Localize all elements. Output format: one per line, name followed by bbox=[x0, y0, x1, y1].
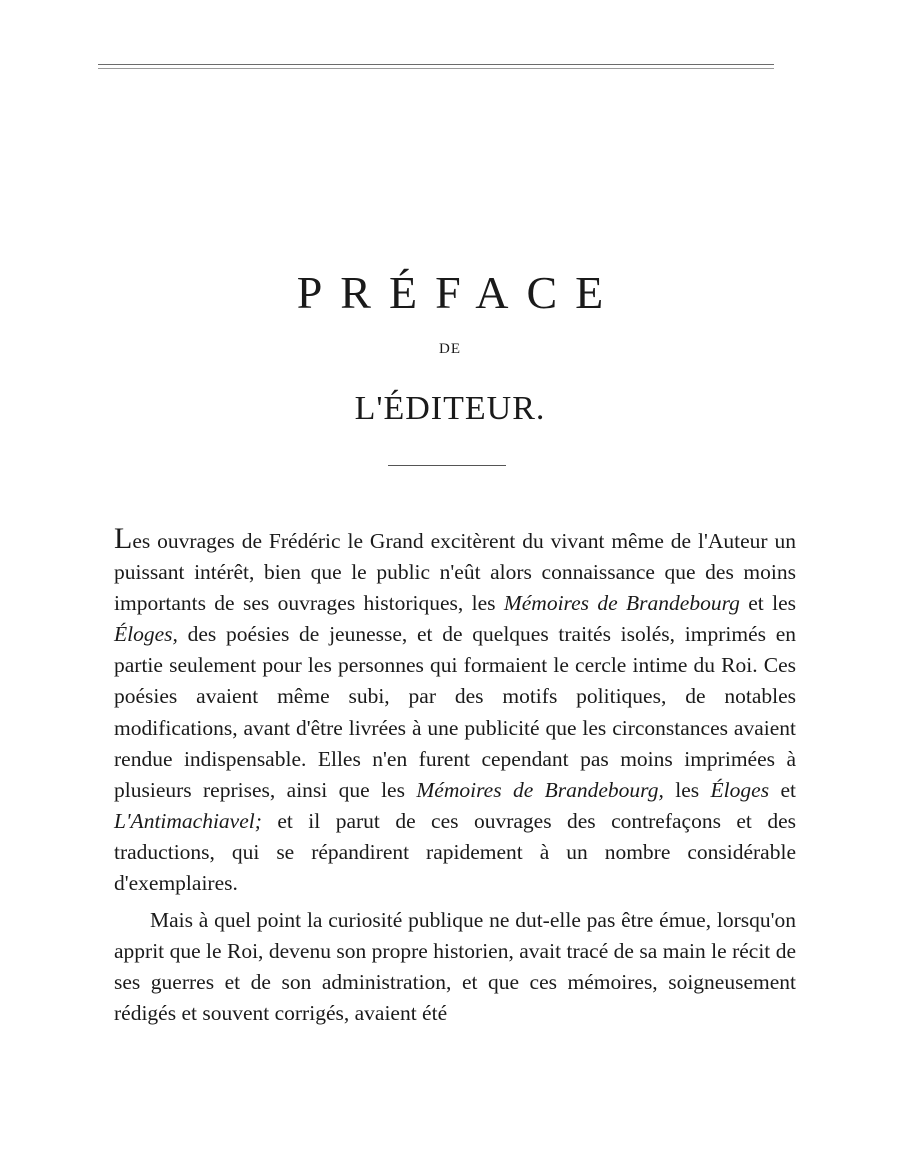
body-text bbox=[114, 522, 797, 1030]
paragraph-1-segment: et bbox=[769, 777, 796, 802]
italic-title-memoires: Mémoires de Brandebourg, bbox=[416, 777, 664, 802]
title-connector: DE bbox=[439, 341, 461, 357]
paragraph-1 bbox=[114, 522, 797, 899]
title-divider bbox=[388, 465, 506, 466]
italic-title-eloges: Éloges, bbox=[114, 622, 178, 647]
italic-title-memoires: Mémoires de Brandebourg bbox=[503, 591, 740, 616]
paragraph-1-segment: les bbox=[663, 777, 711, 802]
paragraph-1-segment: et les bbox=[739, 591, 797, 616]
italic-title-eloges: Éloges bbox=[710, 777, 770, 802]
page-subtitle: L'ÉDITEUR. bbox=[354, 390, 546, 427]
drop-cap: L bbox=[114, 522, 133, 555]
top-rule bbox=[98, 64, 774, 69]
paragraph-1-segment: es ouvrages de Frédéric le Grand excitèrent du vivant même de l'Auteur un puissant intérêt, bien que le public n'eût alors connaissance que des moins importants de ses ouvrages historiques, les bbox=[114, 529, 796, 616]
italic-title-antimachiavel: L'Antimachiavel; bbox=[114, 808, 262, 833]
paragraph-2: Mais à quel point la curiosité publique ne dut-elle pas être émue, lorsqu'on apprit que le Roi, devenu son propre historien, avait tracé de sa main le récit de ses guerres et de son administration, et que ces mémoires, soigneusement rédigés et souvent corrigés, avaient été bbox=[114, 908, 796, 1026]
page-title: PRÉFACE bbox=[296, 267, 622, 318]
paragraph-1-segment: des poésies de jeunesse, et de quelques traités isolés, imprimés en partie seulement pour les personnes qui formaient le cercle intime du Roi. Ces poésies avaient même subi, par des motifs politiques, de notables modifications, avant d'être livrées à une publicité que les circonstances avaient rendue indispensable. Elles n'en furent cependant pas moins imprimées à plusieurs reprises, ainsi que les bbox=[114, 622, 796, 802]
paragraph-1-segment: et il parut de ces ouvrages des contrefaçons et des traductions, qui se répandirent rapidement à un nombre considérable d'exemplaires. bbox=[114, 808, 796, 896]
